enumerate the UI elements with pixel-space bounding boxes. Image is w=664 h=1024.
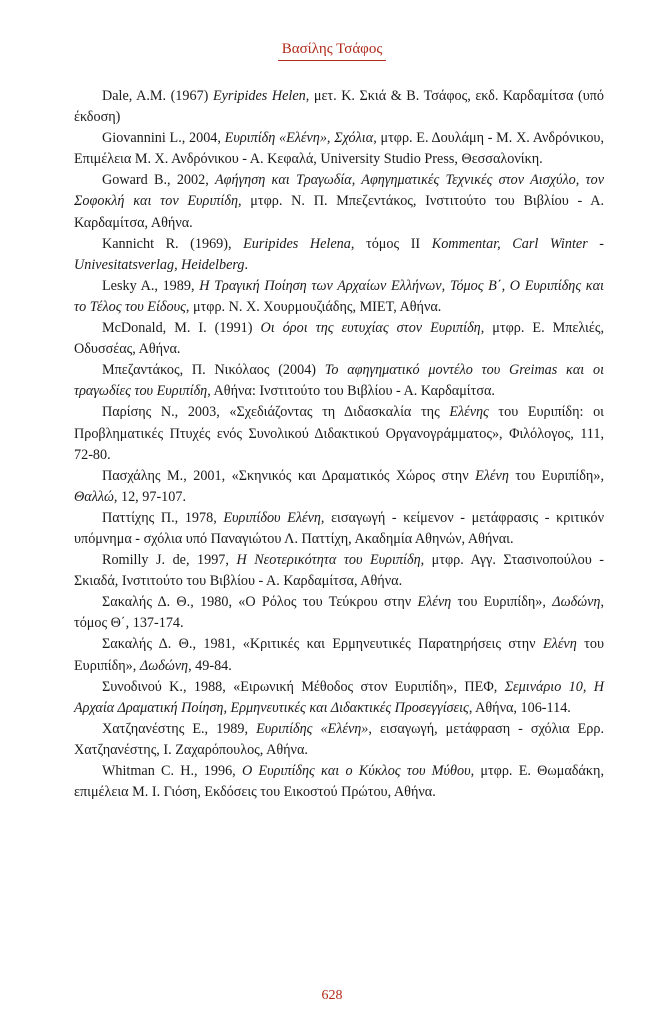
entry-text: , μτφρ. Ε. Μπελιές, Οδυσσέας, Αθήνα. bbox=[74, 320, 605, 358]
bibliography-entry bbox=[46, 508, 604, 550]
entry-italic-text: Eyripides Helen bbox=[212, 88, 306, 104]
entry-text: , Αθήνα, 106-114. bbox=[468, 699, 571, 716]
bibliography-entry bbox=[46, 86, 604, 128]
entry-text: Πασχάλης Μ., 2001, «Σκηνικός και Δραματικός Χώρος στην bbox=[102, 467, 476, 484]
bibliography-entry bbox=[46, 360, 604, 402]
entry-text: Μπεζαντάκος, Π. Νικόλαος (2004) bbox=[102, 362, 325, 379]
entry-text: του Ευριπίδη: οι Προβληματικές Πτυχές ενός Συνολικού Διδακτικού Οργανογράμματος», Φιλόλογος, 111, 72-80. bbox=[74, 404, 604, 463]
bibliography-entry bbox=[46, 677, 604, 719]
bibliography-entry bbox=[46, 466, 604, 508]
entry-italic-text: Δωδώνη bbox=[552, 594, 601, 611]
entry-italic-text: Η Νεοτερικότητα του Ευριπίδη bbox=[236, 552, 421, 569]
entry-italic-text: Ελένη bbox=[543, 636, 577, 653]
entry-italic-text: Θαλλώ bbox=[74, 488, 114, 505]
entry-text: του Ευριπίδη», bbox=[508, 467, 604, 484]
entry-text: , μτφρ. Αγγ. Στασινοπούλου - Σκιαδά, Ινστιτούτο του Βιβλίου - Α. Καρδαμίτσα, Αθήνα. bbox=[74, 552, 604, 590]
entry-text: , Αθήνα: Ινστιτούτο του Βιβλίου - Α. Καρδαμίτσα. bbox=[207, 383, 495, 400]
entry-text: , 12, 97-107. bbox=[113, 488, 187, 505]
bibliography-entry bbox=[46, 128, 604, 170]
entry-text: , μτφρ. Ε. Δουλάμη - Μ. Χ. Ανδρόνικου, Επιμέλεια Μ. Χ. Ανδρόνικου - Α. Κεφαλά, University Studio Press, Θεσσαλονίκη. bbox=[74, 130, 604, 168]
entry-italic-text: Ελένης bbox=[449, 404, 489, 421]
entry-text: Σακαλής Δ. Θ., 1981, «Κριτικές και Ερμηνευτικές Παρατηρήσεις στην bbox=[102, 636, 544, 653]
author-name: Βασίλης Τσάφος bbox=[278, 41, 387, 61]
entry-text: , τόμος II bbox=[350, 235, 432, 252]
entry-text: Romilly J. de, 1997, bbox=[102, 552, 237, 569]
entry-italic-text: Δωδώνη bbox=[139, 657, 189, 674]
entry-text: Χατζηανέστης Ε., 1989, bbox=[102, 720, 257, 737]
entry-italic-text: Το αφηγηματικό μοντέλο του Greimas και οι τραγωδίες του Ευριπίδη bbox=[74, 362, 605, 400]
entry-text: Παττίχης Π., 1978, bbox=[102, 509, 224, 526]
entry-text: Παρίσης Ν., 2003, «Σχεδιάζοντας τη Διδασκαλία της bbox=[102, 404, 450, 421]
bibliography-entry bbox=[46, 719, 604, 761]
entry-text: Lesky A., 1989, bbox=[102, 277, 200, 294]
bibliography-entry bbox=[46, 318, 604, 360]
bibliography-list bbox=[74, 86, 604, 803]
entry-text: , μτφρ. Ε. Θωμαδάκη, επιμέλεια Μ. Ι. Γιόση, Εκδόσεις του Εικοστού Πρώτου, Αθήνα. bbox=[74, 763, 604, 801]
entry-text: , μτφρ. Ν. Π. Μπεζεντάκος, Ινστιτούτο του Βιβλίου - Α. Καρδαμίτσα, Αθήνα. bbox=[74, 193, 604, 231]
entry-text: , τόμος Θ΄, 137-174. bbox=[74, 594, 604, 632]
bibliography-entry bbox=[46, 550, 604, 592]
bibliography-entry bbox=[46, 761, 604, 803]
entry-italic-text: Η Τραγική Ποίηση των Αρχαίων Ελλήνων, Τόμος Β΄, Ο Ευριπίδης και το Τέλος του Είδους bbox=[74, 277, 604, 315]
bibliography-entry bbox=[46, 402, 604, 465]
entry-text: , μετ. Κ. Σκιά & Β. Τσάφος, εκδ. Καρδαμίτσα (υπό έκδοση) bbox=[74, 88, 605, 126]
entry-text: Kannicht R. (1969), bbox=[102, 235, 244, 252]
entry-text: του Ευριπίδη», bbox=[74, 636, 604, 674]
entry-text: Συνοδινού Κ., 1988, «Ειρωνική Μέθοδος στον Ευριπίδη», ΠΕΦ, bbox=[102, 678, 505, 695]
entry-italic-text: Kommentar, Carl Winter - Univesitatsverlag, Heidelberg bbox=[74, 235, 605, 273]
page-number: 628 bbox=[321, 988, 343, 1003]
entry-text: , εισαγωγή - κείμενον - μετάφρασις - κριτικόν υπόμνημα - σχόλια υπό Παναγιώτου Λ. Παττίχη, Ακαδημία Αθηνών, Αθήναι. bbox=[74, 509, 604, 547]
entry-text: , 49-84. bbox=[188, 657, 232, 674]
entry-text: . bbox=[244, 256, 249, 273]
entry-italic-text: Ευριπίδου Ελένη bbox=[223, 509, 321, 526]
entry-text: Goward B., 2002, bbox=[102, 172, 216, 189]
entry-text: του Ευριπίδη», bbox=[451, 594, 553, 611]
bibliography-entry bbox=[46, 170, 604, 233]
entry-text: Giovannini L., 2004, bbox=[102, 130, 225, 147]
entry-italic-text: Σεμινάριο 10, Η Αρχαία Δραματική Ποίηση, Ερμηνευτικές και Διδακτικές Προσεγγίσεις bbox=[74, 678, 604, 716]
entry-italic-text: Οι όροι της ευτυχίας στον Ευριπίδη bbox=[260, 320, 481, 337]
entry-text: Σακαλής Δ. Θ., 1980, «Ο Ρόλος του Τεύκρου στην bbox=[102, 594, 418, 611]
entry-text: , μτφρ. Ν. Χ. Χουρμουζιάδης, ΜΙΕΤ, Αθήνα. bbox=[185, 298, 442, 315]
entry-italic-text: Ευριπίδη «Ελένη», Σχόλια bbox=[224, 130, 374, 147]
bibliography-entry bbox=[46, 592, 604, 634]
entry-italic-text: Ελένη bbox=[475, 467, 509, 484]
entry-italic-text: Ευριπίδης «Ελένη» bbox=[256, 720, 369, 737]
bibliography-entry bbox=[46, 634, 604, 676]
entry-text: , εισαγωγή, μετάφραση - σχόλια Ερρ. Χατζηανέστης, Ι. Ζαχαρόπουλος, Αθήνα. bbox=[74, 720, 604, 758]
entry-text: Whitman C. H., 1996, bbox=[102, 763, 242, 779]
entry-italic-text: Ο Ευριπίδης και ο Κύκλος του Μύθου bbox=[241, 763, 471, 779]
entry-italic-text: Ελένη bbox=[417, 594, 452, 611]
entry-text: McDonald, M. I. (1991) bbox=[102, 320, 261, 337]
entry-text: Dale, A.M. (1967) bbox=[102, 88, 213, 104]
bibliography-entry bbox=[46, 276, 604, 318]
entry-italic-text: Αφήγηση και Τραγωδία, Αφηγηματικές Τεχνικές στον Αισχύλο, τον Σοφοκλή και τον Ευριπίδη bbox=[74, 172, 604, 210]
entry-italic-text: Euripides Helena bbox=[243, 235, 351, 252]
bibliography-entry bbox=[46, 234, 604, 276]
running-header bbox=[0, 40, 664, 61]
